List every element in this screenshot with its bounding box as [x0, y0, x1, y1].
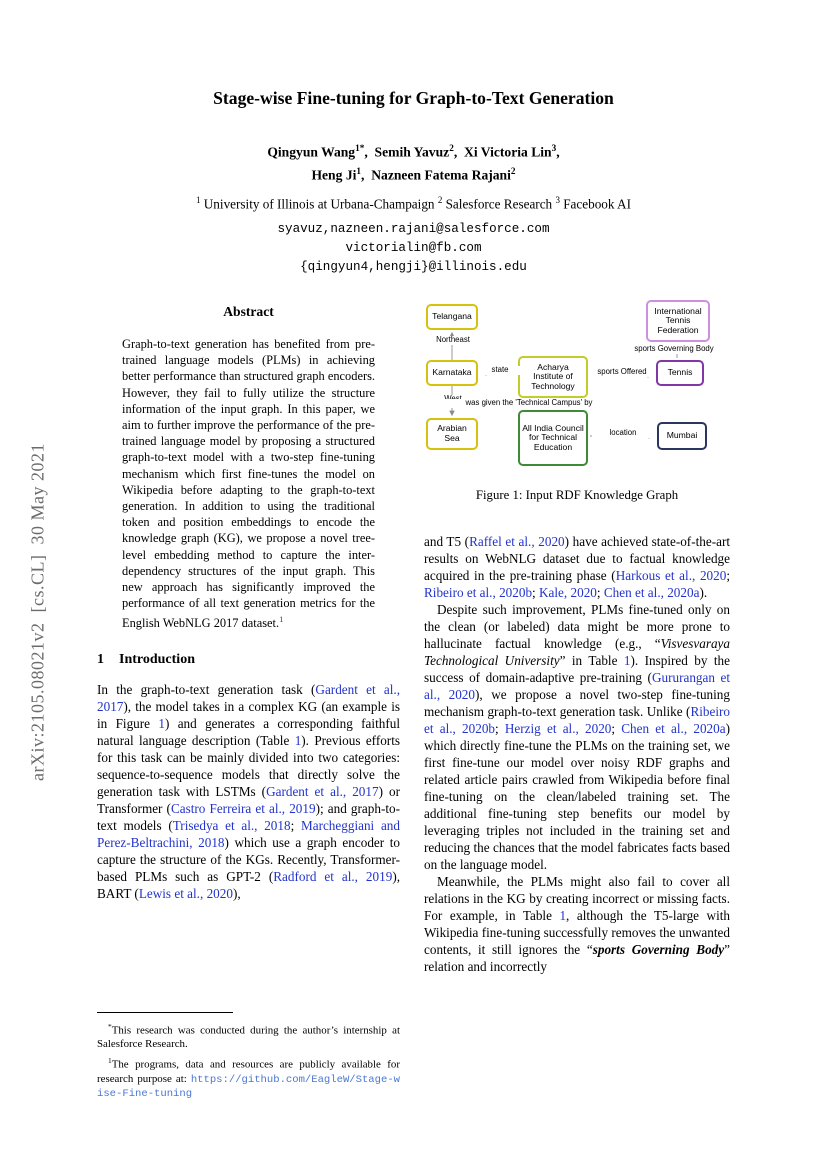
text-segment: ; [495, 721, 505, 736]
fig-node-tennis: Tennis [656, 360, 704, 386]
text-segment: ), the model takes in a complex KG (an example is in Figure [97, 698, 400, 731]
fig-node-acharya-institute: Acharya Institute of Technology [518, 356, 588, 398]
text-segment: ) or Transformer ( [97, 783, 400, 816]
text-segment: and T5 ( [424, 534, 470, 549]
fig-node-aicte: All India Council for Technical Education [518, 410, 588, 466]
text-segment: ” relation and incorrectly [424, 942, 730, 974]
text-segment: 2 [510, 165, 516, 176]
citation-link[interactable]: Harkous et al., 2020 [615, 568, 727, 583]
left-column [97, 304, 400, 902]
text-segment: * [108, 1022, 112, 1031]
right-column [424, 300, 730, 975]
abstract-heading: Abstract [223, 304, 274, 319]
text-segment: ; [290, 817, 301, 833]
citation-link[interactable]: 1 [279, 614, 284, 625]
figure-1-rdf-graph [424, 300, 730, 472]
text-segment: In the graph-to-text generation task ( [97, 681, 316, 697]
text-segment: This research was conducted during the author’s internship at Salesforce Research. [97, 1024, 400, 1051]
email-line-fb: victorialin@fb.com [345, 241, 482, 256]
text-segment: Graph-to-text generation has benefited from pre-trained language models (PLMs) in achieving better performance than structured graph encoders. However, they fail to fully utilize the structure information of the input graph. In this paper, we aim to further improve the performance of the pre-trained language model by proposing a structured graph-to-text model with a two-step fine-tuning mechanism which first fine-tunes the model on Wikipedia before adapting to the graph-to-text generation. In addition to using the traditional token and position embeddings to encode the knowledge graph (KG), we propose a novel tree-level embedding method to capture the inter-dependency structures of the input graph. This new approach has significantly improved the performance of all text generation metrics for the English WebNLG 2017 dataset. [122, 337, 375, 631]
citation-link[interactable]: Ribeiro et al., 2020b [424, 704, 730, 736]
text-segment: sports Governing Body [592, 942, 725, 957]
paper-header [97, 88, 730, 277]
text-segment: , Xi Victoria Lin [453, 144, 552, 160]
url-link[interactable]: https://github.com/EagleW/Stage-wise-Fine-tuning [97, 1073, 400, 1101]
text-segment: ) have achieved state-of-the-art results on WebNLG dataset due to factual knowledge acquired in the pre-training phase ( [424, 534, 730, 583]
text-segment: 1* [355, 143, 365, 153]
text-segment: Salesforce Research [442, 196, 556, 212]
author-line-1 [97, 139, 730, 162]
text-segment: 2 [437, 195, 443, 206]
text-segment: ), BART ( [97, 868, 401, 901]
text-segment: 3 [551, 143, 557, 153]
text-segment: ; [596, 585, 604, 600]
fig-node-telangana: Telangana [426, 304, 478, 330]
citation-link[interactable]: 1 [559, 908, 567, 923]
figure-caption: Figure 1: Input RDF Knowledge Graph [475, 488, 679, 502]
email-line-illinois: {qingyun4,hengji}@illinois.edu [300, 260, 527, 275]
section-heading-introduction [97, 652, 400, 668]
citation-link[interactable]: Raffel et al., 2020 [469, 534, 565, 549]
email-line-salesforce: syavuz,nazneen.rajani@salesforce.com [277, 222, 550, 237]
text-segment: ), [232, 885, 241, 901]
section-title: Introduction [119, 651, 195, 667]
text-segment: , although the T5-large with Wikipedia fine-tuning successfully removes the unwanted contents, it still ignores the “ [424, 908, 730, 957]
edge-label-state: state [480, 366, 520, 375]
text-segment: 1 [356, 165, 362, 176]
text-segment: ; [532, 585, 540, 600]
text-segment: ) which use a graph encoder to capture the structure of the KGs. Recently, Transformer-based PLMs such as GPT-2 ( [97, 834, 400, 884]
citation-link[interactable]: Herzig et al., 2020 [504, 721, 612, 736]
paper-title: Stage-wise Fine-tuning for Graph-to-Text Generation [213, 88, 614, 108]
text-segment: Heng Ji [311, 167, 357, 183]
citation-link[interactable]: Castro Ferreira et al., 2019 [170, 800, 316, 816]
text-segment: 3 [555, 195, 560, 206]
text-segment: Despite such improvement, PLMs fine-tuned only on the clean (or labeled) data might be more prone to hallucinate factual knowledge (e.g., “ [424, 602, 730, 651]
fig-node-international-tennis-federation: International Tennis Federation [646, 300, 710, 342]
abstract-text [122, 336, 375, 632]
text-segment: ). [699, 585, 708, 600]
text-segment: Qingyun Wang [267, 144, 356, 160]
author-line-2 [97, 162, 730, 185]
text-segment: ). Previous efforts for this task can be mainly divided into two categories: sequence-to-sequence models that directly solve the generation task with LSTMs ( [97, 732, 400, 799]
citation-link[interactable]: Gardent et al., 2017 [266, 783, 379, 799]
text-segment: ) and generates a corresponding faithful natural language description (Table [97, 715, 400, 748]
footnote-star [97, 1020, 400, 1052]
edge-label-location: location [592, 429, 654, 438]
footnote-divider [97, 1012, 233, 1013]
citation-link[interactable]: Gururangan et al., 2020 [424, 670, 731, 702]
text-segment: 1 [196, 195, 201, 206]
text-segment: , Nazneen Fatema Rajani [361, 167, 511, 183]
affiliation-line [97, 195, 730, 212]
edge-label-technical-campus: was given the 'Technical Campus' by [438, 399, 620, 408]
citation-link[interactable]: Chen et al., 2020a [621, 721, 726, 736]
text-segment: ). Inspired by the success of domain-adaptive pre-training ( [424, 653, 730, 685]
intro-paragraph [97, 681, 400, 902]
fig-node-karnataka: Karnataka [426, 360, 478, 386]
edge-label-northeast: Northeast [424, 336, 482, 345]
edge-label-sports-offered: sports Offered [588, 368, 656, 377]
text-segment: ) which directly fine-tune the PLMs on the training set, we first fine-tune our model over noisy RDF graphs and related article pairs crawled from Wikipedia before final fine-tuning on the clean/labeled training set. The additional fine-tuning step benefits our model by leveraging triples not included in the training set and reducing the chances that the model fabricates facts based on the language model. [424, 721, 730, 872]
text-segment: ” in Table [559, 653, 624, 668]
text-segment: University of Illinois at Urbana-Champaign [200, 196, 438, 212]
text-segment: The programs, data and resources are publicly available for research purpose at: [97, 1058, 400, 1085]
text-segment: , Semih Yavuz [364, 144, 450, 160]
citation-link[interactable]: Lewis et al., 2020 [138, 885, 233, 901]
citation-link[interactable]: Chen et al., 2020a [603, 585, 700, 600]
text-segment: ); and graph-to-text models ( [97, 800, 400, 833]
text-segment: Meanwhile, the PLMs might also fail to cover all relations in the KG by creating incorrect or missing facts. For example, in Table [424, 874, 730, 923]
edge-label-sports-governing-body: sports Governing Body [616, 345, 732, 354]
text-segment: ; [726, 568, 730, 583]
email-block [97, 220, 730, 277]
body-paragraph-despite [424, 601, 730, 873]
body-paragraph-t5 [424, 533, 730, 601]
section-number: 1 [97, 651, 104, 667]
text-segment: , [556, 144, 560, 160]
citation-link[interactable]: Trisedya et al., 2018 [172, 817, 291, 833]
footnote-1 [97, 1054, 400, 1102]
text-segment: ), we propose a novel two-step fine-tuning mechanism graph-to-text generation task. Unlike ( [424, 687, 730, 719]
citation-link[interactable]: 1 [294, 732, 302, 748]
footnote-block [97, 1012, 400, 1104]
text-segment: ; [611, 721, 622, 736]
text-segment: Visvesvaraya Technological University [424, 636, 730, 668]
body-paragraph-meanwhile [424, 873, 730, 975]
citation-link[interactable]: Radford et al., 2019 [273, 868, 393, 884]
citation-link[interactable]: Gardent et al., 2017 [97, 681, 400, 714]
citation-link[interactable]: Kale, 2020 [539, 585, 597, 600]
fig-node-mumbai: Mumbai [657, 422, 707, 450]
citation-link[interactable]: 1 [623, 653, 631, 668]
text-segment: Facebook AI [559, 196, 631, 212]
arxiv-banner: arXiv:2105.08021v2 [cs.CL] 30 May 2021 [27, 443, 48, 781]
fig-node-arabian-sea: Arabian Sea [426, 418, 478, 450]
text-segment: 1 [108, 1056, 112, 1066]
citation-link[interactable]: 1 [158, 715, 165, 731]
text-segment: 2 [449, 143, 454, 153]
citation-link[interactable]: Ribeiro et al., 2020b [424, 585, 533, 600]
citation-link[interactable]: Marcheggiani and Perez-Beltrachini, 2018 [97, 817, 400, 850]
